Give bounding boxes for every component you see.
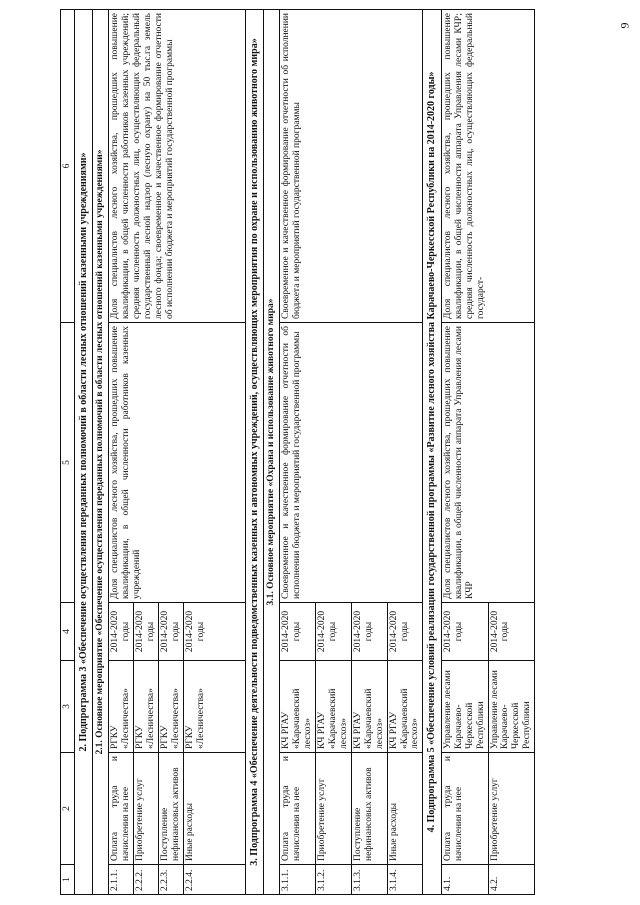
indicator-program: Своевременное и качественное формирование отчетности об исполнении бюджета и мероприятий государственной программы xyxy=(280,10,423,323)
row-period: 2014-2020 годы xyxy=(387,603,423,661)
row-executor: Управление лесами Карачаево-Черкесской Республики xyxy=(441,661,488,753)
row-executor: РГКУ «Лесничества» xyxy=(159,661,184,753)
row-number: 3.1.3. xyxy=(351,865,387,895)
indicator-direct: Доля специалистов лесного хозяйства, прошедших повышение квалификации, в общей численности аппарата Управления лесами КЧР xyxy=(441,323,534,603)
indicator-program: Доля специалистов лесного хозяйства, прошедших повышение квалификации, в общей численности работников казенных учреждений; средняя численность должностных лиц, осуществляющих федеральный государственный лесной надзор (лесную охрану) на 50 тыс.га земель лесного фонда; своевременное и качественное формирование отчетности об исполнении бюджета и мероприятий государственной программы xyxy=(109,10,246,323)
section-title: 2. Подпрограмма 3 «Обеспечение осуществления переданных полномочий в области лесных отношений казенными учреждениями» xyxy=(74,10,93,895)
indicator-direct: Своевременное и качественное формирование отчетности об исполнении бюджета и мероприятий государственной программы xyxy=(280,323,423,603)
row-name: Иные расходы xyxy=(387,753,423,865)
row-executor: КЧ РГАУ «Карачаевский лесхоз» xyxy=(316,661,352,753)
row-name: Оплата труда и начисления на нее xyxy=(280,753,316,865)
col-3: 3 xyxy=(61,661,75,753)
row-period: 2014-2020 годы xyxy=(109,603,134,661)
row-executor: РГКУ «Лесничества» xyxy=(109,661,134,753)
page-number: 9 xyxy=(617,22,632,29)
row-number: 3.1.2. xyxy=(316,865,352,895)
col-6: 6 xyxy=(61,10,75,323)
row-number: 2.2.3. xyxy=(159,865,184,895)
rotated-page xyxy=(60,10,620,895)
row-number: 4.2. xyxy=(488,865,535,895)
row-number: 2.2.4. xyxy=(183,865,245,895)
row-period: 2014-2020 годы xyxy=(280,603,316,661)
col-5: 5 xyxy=(61,323,75,603)
row-name: Оплата труда и начисления на нее xyxy=(109,753,134,865)
table-row xyxy=(109,10,134,895)
table-row xyxy=(441,10,488,895)
col-4: 4 xyxy=(61,603,75,661)
row-executor: КЧ РГАУ «Карачаевский лесхоз» xyxy=(280,661,316,753)
col-1: 1 xyxy=(61,865,75,895)
row-period: 2014-2020 годы xyxy=(134,603,159,661)
row-period: 2014-2020 годы xyxy=(351,603,387,661)
row-number: 2.2.2. xyxy=(134,865,159,895)
indicator-direct: Доля специалистов лесного хозяйства, прошедших повышение квалификации, в общей численности работников казенных учреждений xyxy=(109,323,246,603)
row-name: Поступление нефинансовых активов xyxy=(351,753,387,865)
row-executor: КЧ РГАУ «Карачаевский лесхоз» xyxy=(351,661,387,753)
header-row xyxy=(61,10,75,895)
row-executor: РГКУ «Лесничества» xyxy=(183,661,245,753)
row-period: 2014-2020 годы xyxy=(159,603,184,661)
section-title: 4. Подпрограмма 5 «Обеспечение условий реализации государственной программы «Развитие лесного хозяйства Карачаево-Черкесской Республики на 2014-2020 годы» xyxy=(423,10,442,895)
col-2: 2 xyxy=(61,753,75,865)
row-name: Иные расходы xyxy=(183,753,245,865)
row-period: 2014-2020 годы xyxy=(183,603,245,661)
table-row xyxy=(280,10,316,895)
row-name: Приобретение услуг xyxy=(316,753,352,865)
row-number: 3.1.1. xyxy=(280,865,316,895)
section-subtitle: 3.1. Основное мероприятие «Охрана и использование животного мира» xyxy=(264,10,280,895)
row-name: Приобретение услуг xyxy=(488,753,535,865)
row-name: Оплата труда и начисления на нее xyxy=(441,753,488,865)
row-number: 3.1.4. xyxy=(387,865,423,895)
row-period: 2014-2020 годы xyxy=(441,603,488,661)
row-executor: Управление лесами Карачаево-Черкесской Республики xyxy=(488,661,535,753)
row-name: Поступление нефинансовых активов xyxy=(159,753,184,865)
program-table xyxy=(60,9,535,895)
row-period: 2014-2020 годы xyxy=(316,603,352,661)
section-subtitle: 2.1. Основное мероприятие «Обеспечение осуществления переданных полномочий в области лесных отношений казенными учреждениями» xyxy=(93,10,109,895)
section-title: 3. Подпрограмма 4 «Обеспечение деятельности подведомственных казенных и автономных учреждений, осуществляющих мероприятия по охране и использованию животного мира» xyxy=(245,10,264,895)
indicator-program: Доля специалистов лесного хозяйства, прошедших повышение квалификации, в общей численности аппарата Управления лесами КЧР; средняя численность должностных лиц, осуществляющих федеральный государст- xyxy=(441,10,534,323)
row-period: 2014-2020 годы xyxy=(488,603,535,661)
row-number: 2.1.1. xyxy=(109,865,134,895)
row-number: 4.1. xyxy=(441,865,488,895)
row-executor: РГКУ «Лесничества» xyxy=(134,661,159,753)
row-executor: КЧ РГАУ «Карачаевский лесхоз» xyxy=(387,661,423,753)
row-name: Приобретение услуг xyxy=(134,753,159,865)
